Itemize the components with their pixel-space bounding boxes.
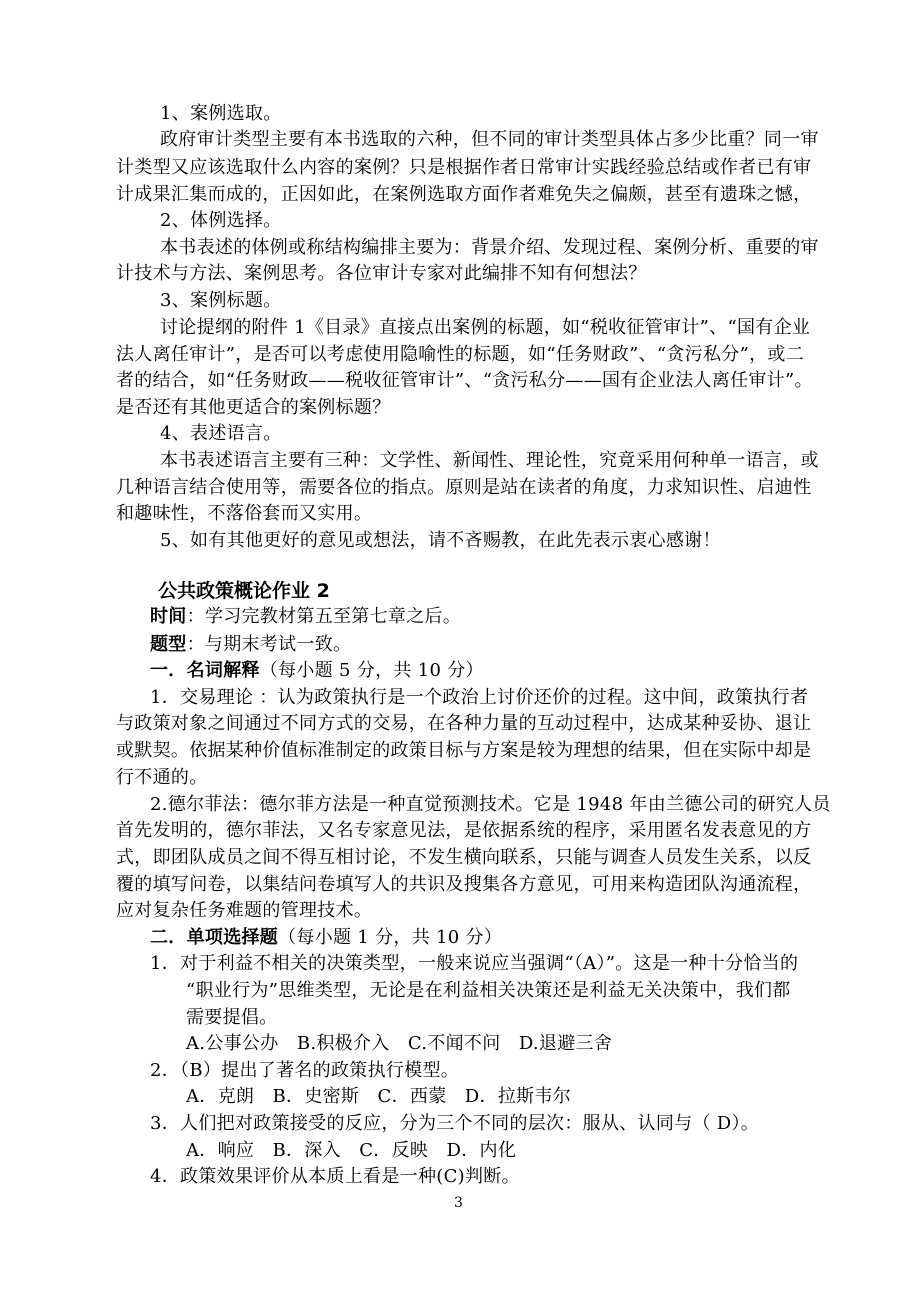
item5: 5、如有其他更好的意见或想法，请不吝赐教，在此先表示衷心感谢！ <box>160 530 721 551</box>
item3-title: 3、案例标题。 <box>160 290 282 311</box>
item2-title: 2、体例选择。 <box>160 210 282 231</box>
question-options: A．响应 B．深入 C．反映 D．内化 <box>186 1140 517 1161</box>
section-heading: 公共政策概论作业 2 <box>158 580 330 602</box>
paragraph-line: 式，即团队成员之间不得互相讨论，不发生横向联系，只能与调查人员发生关系，以反 <box>116 847 812 868</box>
question-line: 需要提倡。 <box>186 1007 278 1028</box>
question-line: 4．政策效果评价从本质上看是一种(C)判断。 <box>150 1166 520 1187</box>
part1-title: 一．名词解释 <box>150 660 260 681</box>
page-number: 3 <box>454 1195 463 1211</box>
part2-note: （每小题 1 分，共 10 分） <box>278 927 503 948</box>
paragraph-line: 计技术与方法、案例思考。各位审计专家对此编排不知有何想法？ <box>116 263 647 284</box>
paragraph-line: 应对复杂任务难题的管理技术。 <box>116 900 373 921</box>
question-line: 1．对于利益不相关的决策类型，一般来说应当强调“（A）”。这是一种十分恰当的 <box>150 953 799 974</box>
item4-title: 4、表述语言。 <box>160 423 282 444</box>
question-options: A.公事公办 B.积极介入 C.不闻不问 D.退避三舍 <box>186 1033 613 1054</box>
part1-heading <box>150 658 484 684</box>
paragraph-line: 首先发明的，德尔菲法，又名专家意见法，是依据系统的程序，采用匿名发表意见的方 <box>116 820 812 841</box>
question-line: “职业行为”思维类型，无论是在利益相关决策还是利益无关决策中，我们都 <box>186 980 791 1001</box>
paragraph-line: 法人离任审计”，是否可以考虑使用隐喻性的标题，如“任务财政”、“贪污私分”，或二 <box>116 344 805 365</box>
paragraph-line: 者的结合，如“任务财政——税收征管审计”、“贪污私分——国有企业法人离任审计”。 <box>116 370 813 391</box>
paragraph-line: 和趣味性，不落俗套而又实用。 <box>116 503 373 524</box>
paragraph-line: 本书表述的体例或称结构编排主要为：背景介绍、发现过程、案例分析、重要的审 <box>160 237 819 258</box>
time-text: ：学习完教材第五至第七章之后。 <box>186 606 462 627</box>
item1-title: 1、案例选取。 <box>160 103 282 124</box>
type-label: 题型 <box>150 634 187 655</box>
paragraph-line: 1．交易理论 ：认为政策执行是一个政治上讨价还价的过程。这中间，政策执行者 <box>150 687 809 708</box>
paragraph-line: 与政策对象之间通过不同方式的交易，在各种力量的互动过程中，达成某种妥协、退让 <box>116 713 812 734</box>
paragraph-line: 计成果汇集而成的，正因如此，在案例选取方面作者难免失之偏颇，甚至有遗珠之憾， <box>116 184 812 205</box>
paragraph-line: 覆的填写问卷，以集结问卷填写人的共识及搜集各方意见，可用来构造团队沟通流程， <box>116 874 812 895</box>
time-label: 时间 <box>150 606 187 627</box>
paragraph-line: 行不通的。 <box>116 767 208 788</box>
paragraph-line: 计类型又应该选取什么内容的案例？只是根据作者日常审计实践经验总结或作者已有审 <box>116 157 812 178</box>
type-line <box>150 632 351 658</box>
part2-title: 二．单项选择题 <box>150 927 279 948</box>
time-line <box>150 604 461 630</box>
question-line: 2．（B）提出了著名的政策执行模型。 <box>150 1060 460 1081</box>
paragraph-line: 或默契。依据某种价值标准制定的政策目标与方案是较为理想的结果，但在实际中却是 <box>116 740 812 761</box>
part1-note: （每小题 5 分，共 10 分） <box>259 660 484 681</box>
paragraph-line: 2.德尔菲法：德尔菲方法是一种直觉预测技术。它是 1948 年由兰德公司的研究人员 <box>150 794 831 815</box>
question-line: 3．人们把对政策接受的反应，分为三个不同的层次：服从、认同与（ D）。 <box>150 1113 760 1134</box>
question-options: A．克朗 B．史密斯 C．西蒙 D．拉斯韦尔 <box>186 1086 572 1107</box>
paragraph-line: 讨论提纲的附件 1《目录》直接点出案例的标题，如“税收征管审计”、“国有企业 <box>160 317 811 338</box>
paragraph-line: 是否还有其他更适合的案例标题？ <box>116 397 391 418</box>
paragraph-line: 政府审计类型主要有本书选取的六种，但不同的审计类型具体占多少比重？同一审 <box>160 129 819 150</box>
part2-heading <box>150 925 502 951</box>
paragraph-line: 几种语言结合使用等，需要各位的指点。原则是站在读者的角度，力求知识性、启迪性 <box>116 477 812 498</box>
paragraph-line: 本书表述语言主要有三种：文学性、新闻性、理论性，究竟采用何种单一语言，或 <box>160 450 819 471</box>
type-text: ：与期末考试一致。 <box>186 634 352 655</box>
